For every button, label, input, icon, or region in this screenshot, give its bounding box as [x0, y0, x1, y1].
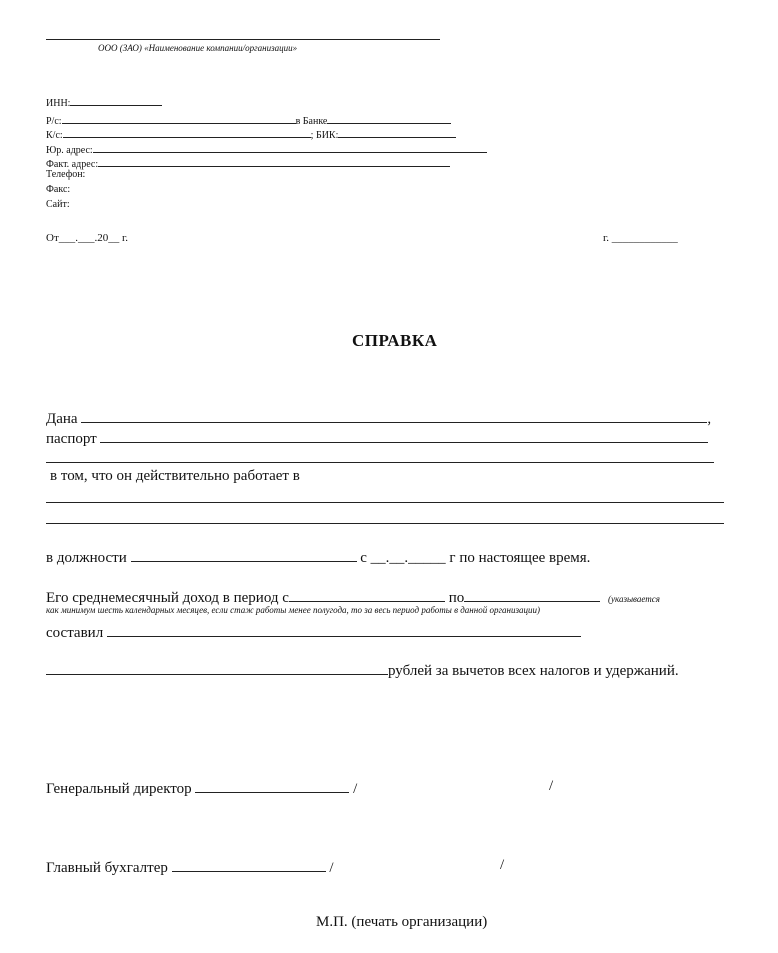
given-to-row: [46, 408, 711, 428]
employer-line-1: [46, 502, 724, 503]
income-row: [46, 587, 660, 607]
director-label: Генеральный директор: [46, 781, 192, 797]
inn-label: ИНН:: [46, 94, 162, 109]
director-row: [46, 778, 357, 798]
actual-address-label: Факт. адрес:: [46, 159, 99, 170]
amounted-row: [46, 622, 581, 642]
ks-label: К/с:: [46, 130, 63, 141]
rs-label: Р/с:: [46, 116, 62, 127]
document-title: СПРАВКА: [352, 331, 438, 350]
position-label: в должности: [46, 550, 127, 566]
legal-address-label: Юр. адрес:: [46, 145, 93, 156]
note-line: как минимум шесть календарных месяцев, если стаж работы менее полугода, то за весь период работы в данной организации): [46, 605, 540, 615]
amounted-label: составил: [46, 625, 104, 641]
accountant-slash-1: /: [329, 860, 334, 876]
given-comma: ,: [707, 411, 712, 427]
passport-continuation-line: [46, 462, 714, 463]
given-to-label: Дана: [46, 411, 78, 427]
director-slash-1: /: [353, 781, 358, 797]
company-line: [46, 39, 440, 40]
passport-label: паспорт: [46, 431, 97, 447]
note-start: (указывается: [607, 594, 660, 604]
company-name: ООО (ЗАО) «Наименование компании/организации»: [98, 43, 298, 53]
accountant-row: [46, 857, 334, 877]
fax-label: Факс:: [46, 184, 71, 195]
accountant-slash-2: /: [500, 857, 505, 873]
rubles-row: [46, 660, 679, 680]
bank-label: в Банке: [295, 116, 328, 127]
rs-row: [46, 112, 451, 127]
director-slash-2: /: [549, 778, 554, 794]
site-label: Сайт:: [46, 199, 70, 210]
income-to-label: по: [448, 590, 465, 606]
position-row: [46, 547, 590, 567]
passport-row: [46, 428, 708, 448]
actual-address-row: [46, 155, 450, 170]
since-text: с __.__._____ г по настоящее время.: [360, 550, 591, 566]
works-at-label: в том, что он действительно работает в: [50, 468, 300, 484]
date-city: г. ____________: [603, 232, 678, 244]
bik-label: ; БИК:: [310, 130, 339, 141]
employer-line-2: [46, 523, 724, 524]
date-from: От___.___.20__ г.: [46, 232, 129, 244]
income-label: Его среднемесячный доход в период с: [46, 590, 289, 606]
rubles-text: рублей за вычетов всех налогов и удержаний.: [388, 663, 679, 679]
stamp-label: М.П. (печать организации): [316, 914, 488, 930]
phone-label: Телефон:: [46, 169, 86, 180]
ks-row: [46, 126, 456, 141]
accountant-label: Главный бухгалтер: [46, 860, 168, 876]
legal-address-row: [46, 141, 487, 156]
